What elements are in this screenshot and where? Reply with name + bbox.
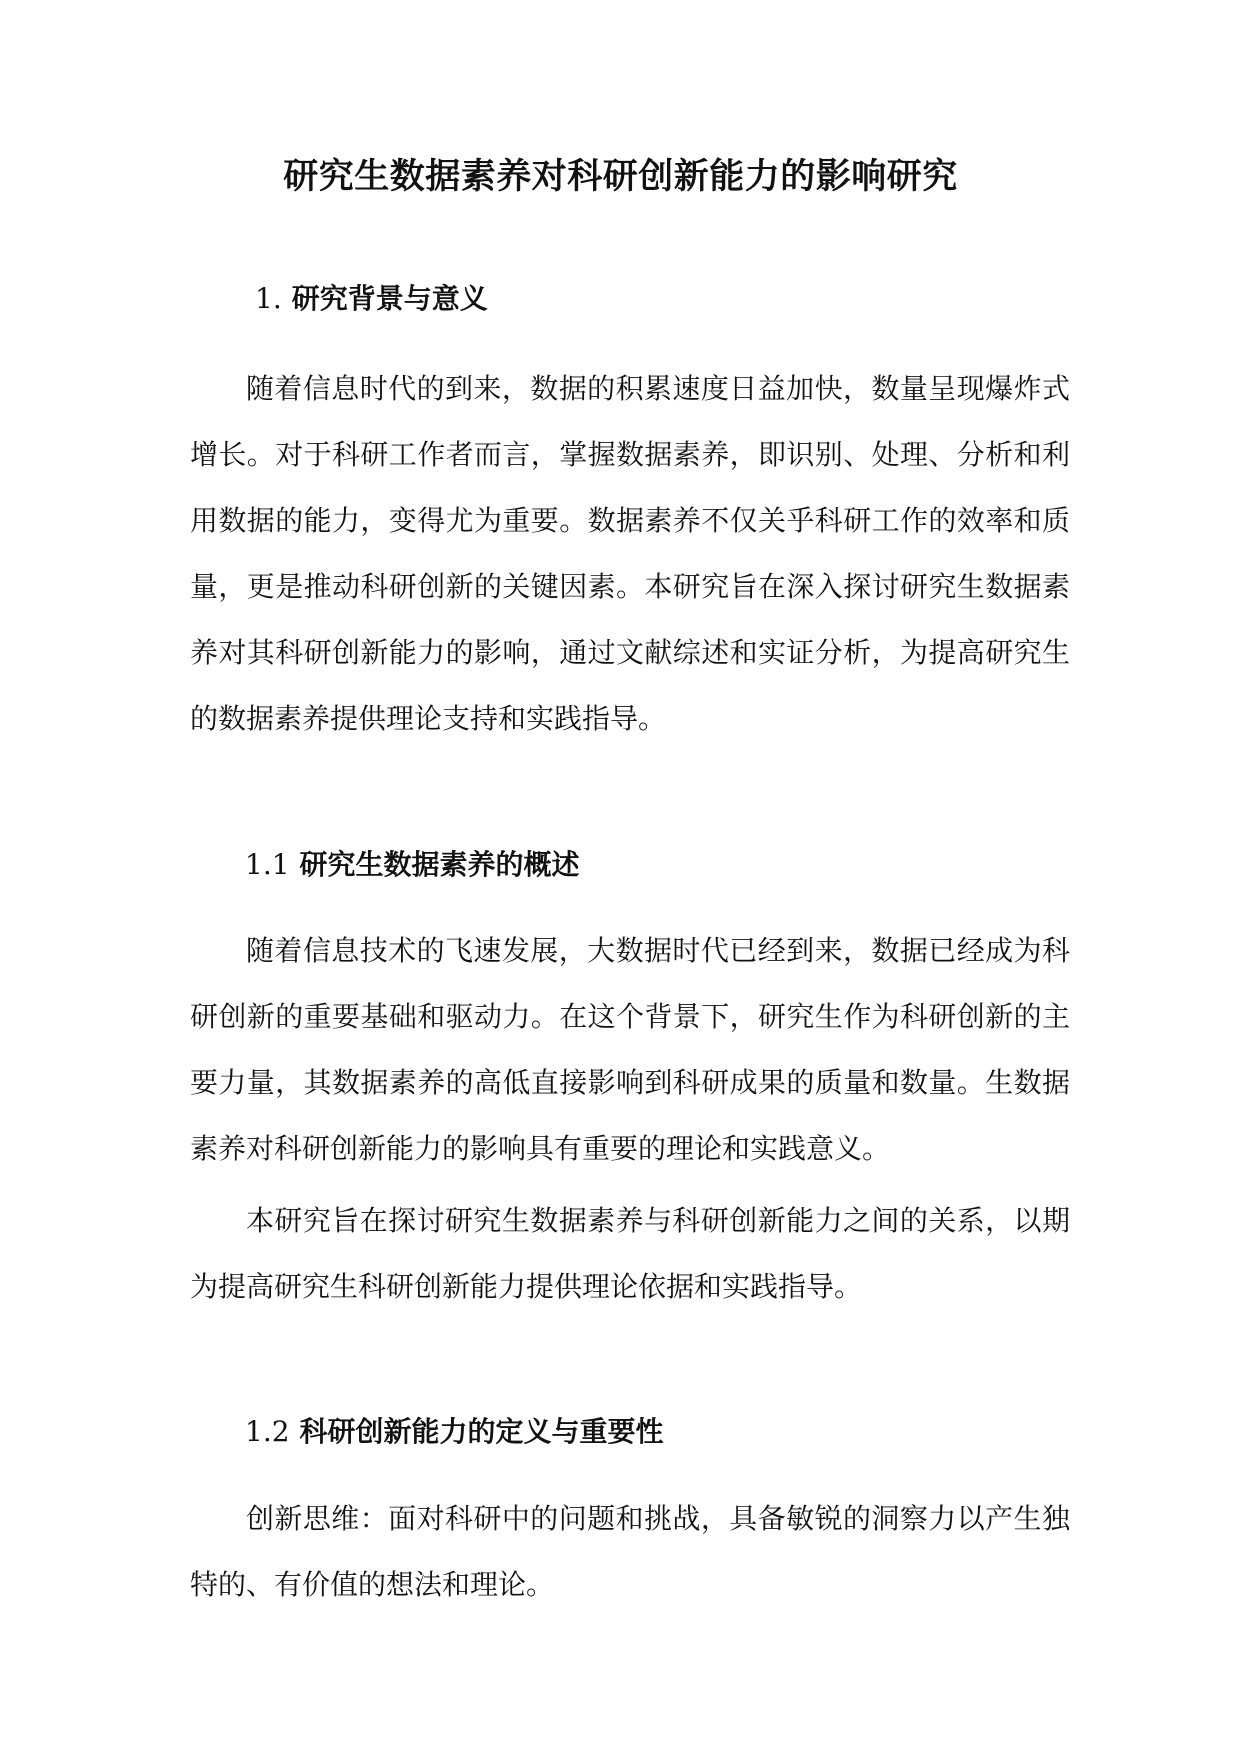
section-heading-1-1 (245, 845, 580, 885)
section-heading-text: 研究生数据素养的概述 (299, 848, 580, 881)
section-number: 1. (255, 282, 282, 315)
section-1-paragraph: 随着信息时代的到来，数据的积累速度日益加快，数量呈现爆炸式增长。对于科研工作者而言，掌握数据素养，即识别、处理、分析和利用数据的能力，变得尤为重要。数据素养不仅关乎科研工作的效率和质量，更是推动科研创新的关键因素。本研究旨在深入探讨研究生数据素养对其科研创新能力的影响，通过文献综述和实证分析，为提高研究生的数据素养提供理论支持和实践指导。 (190, 372, 1070, 735)
section-heading-text: 科研创新能力的定义与重要性 (299, 1415, 664, 1448)
document-title: 研究生数据素养对科研创新能力的影响研究 (283, 156, 958, 197)
section-heading-1 (255, 279, 488, 319)
section-heading-1-2 (245, 1412, 664, 1452)
section-number: 1.2 (245, 1415, 290, 1448)
section-1-1-paragraph-1: 随着信息技术的飞速发展，大数据时代已经到来，数据已经成为科研创新的重要基础和驱动力。在这个背景下，研究生作为科研创新的主要力量，其数据素养的高低直接影响到科研成果的质量和数量。生数据素养对科研创新能力的影响具有重要的理论和实践意义。 (190, 934, 1070, 1165)
section-heading-text: 研究背景与意义 (291, 282, 488, 315)
section-1-2-paragraph: 创新思维：面对科研中的问题和挑战，具备敏锐的洞察力以产生独特的、有价值的想法和理论。 (190, 1502, 1070, 1601)
section-1-1-paragraph-2: 本研究旨在探讨研究生数据素养与科研创新能力之间的关系，以期为提高研究生科研创新能力提供理论依据和实践指导。 (190, 1204, 1070, 1303)
section-number: 1.1 (245, 848, 290, 881)
